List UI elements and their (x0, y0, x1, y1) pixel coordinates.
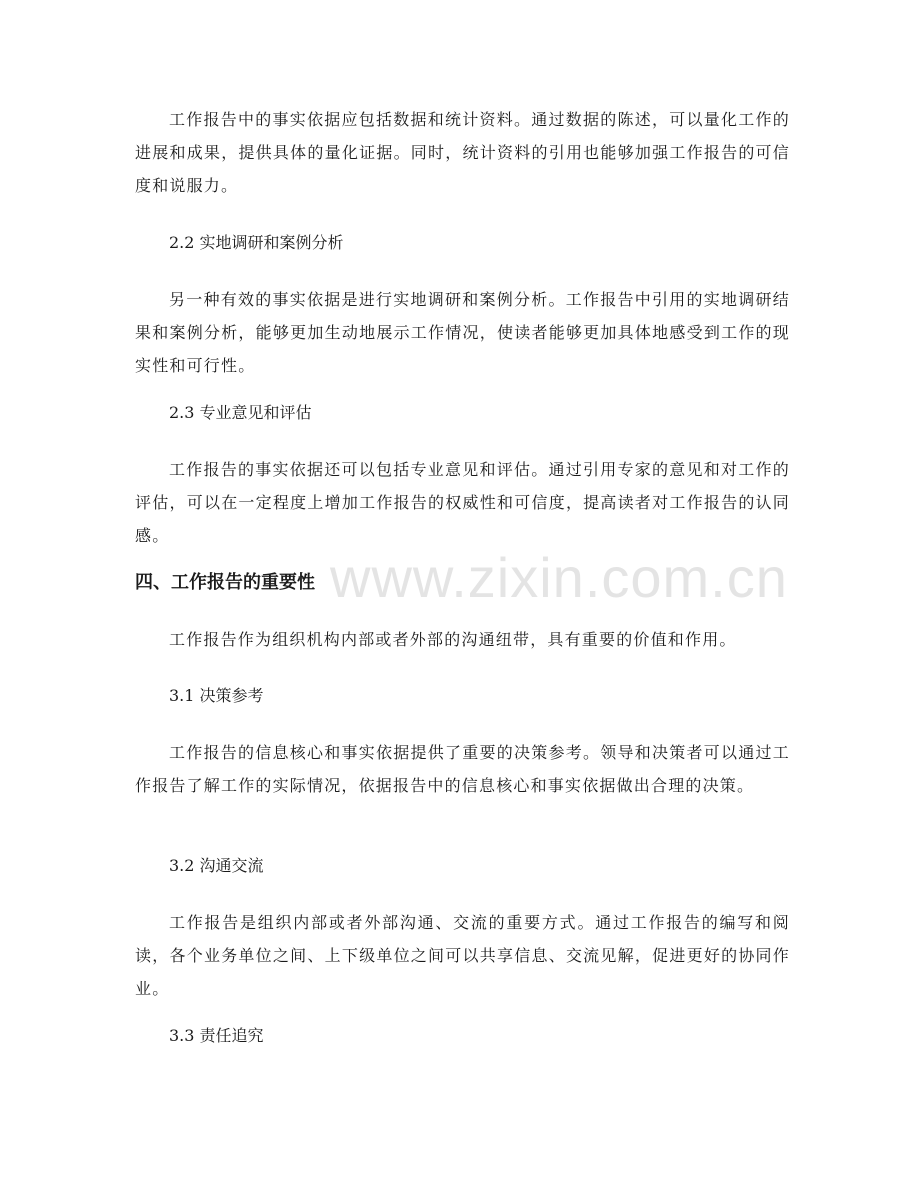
subheading-3-1: 3.1 决策参考 (169, 686, 264, 705)
paragraph-expert-opinion: 工作报告的事实依据还可以包括专业意见和评估。通过引用专家的意见和对工作的评估，可以在一定程度上增加工作报告的权威性和可信度，提高读者对工作报告的认同感。 (135, 460, 790, 545)
paragraph-statistics: 工作报告中的事实依据应包括数据和统计资料。通过数据的陈述，可以量化工作的进展和成果，提供具体的量化证据。同时，统计资料的引用也能够加强工作报告的可信度和说服力。 (135, 110, 790, 195)
subheading-2-2: 2.2 实地调研和案例分析 (169, 233, 344, 252)
paragraph-decision-reference: 工作报告的信息核心和事实依据提供了重要的决策参考。领导和决策者可以通过工作报告了解工作的实际情况，依据报告中的信息核心和事实依据做出合理的决策。 (135, 743, 790, 795)
subheading-3-3: 3.3 责任追究 (169, 1026, 264, 1045)
watermark: www.zixin.com.cn (330, 546, 788, 609)
paragraph-communication: 工作报告是组织内部或者外部沟通、交流的重要方式。通过工作报告的编写和阅读，各个业务单位之间、上下级单位之间可以共享信息、交流见解，促进更好的协同作业。 (135, 913, 790, 998)
paragraph-field-research: 另一种有效的事实依据是进行实地调研和案例分析。工作报告中引用的实地调研结果和案例分析，能够更加生动地展示工作情况，使读者能够更加具体地感受到工作的现实性和可行性。 (135, 290, 790, 375)
section-heading-4: 四、工作报告的重要性 (135, 572, 315, 593)
subheading-3-2: 3.2 沟通交流 (169, 856, 264, 875)
paragraph-importance-intro: 工作报告作为组织机构内部或者外部的沟通纽带，具有重要的价值和作用。 (169, 630, 737, 649)
subheading-2-3: 2.3 专业意见和评估 (169, 403, 312, 422)
